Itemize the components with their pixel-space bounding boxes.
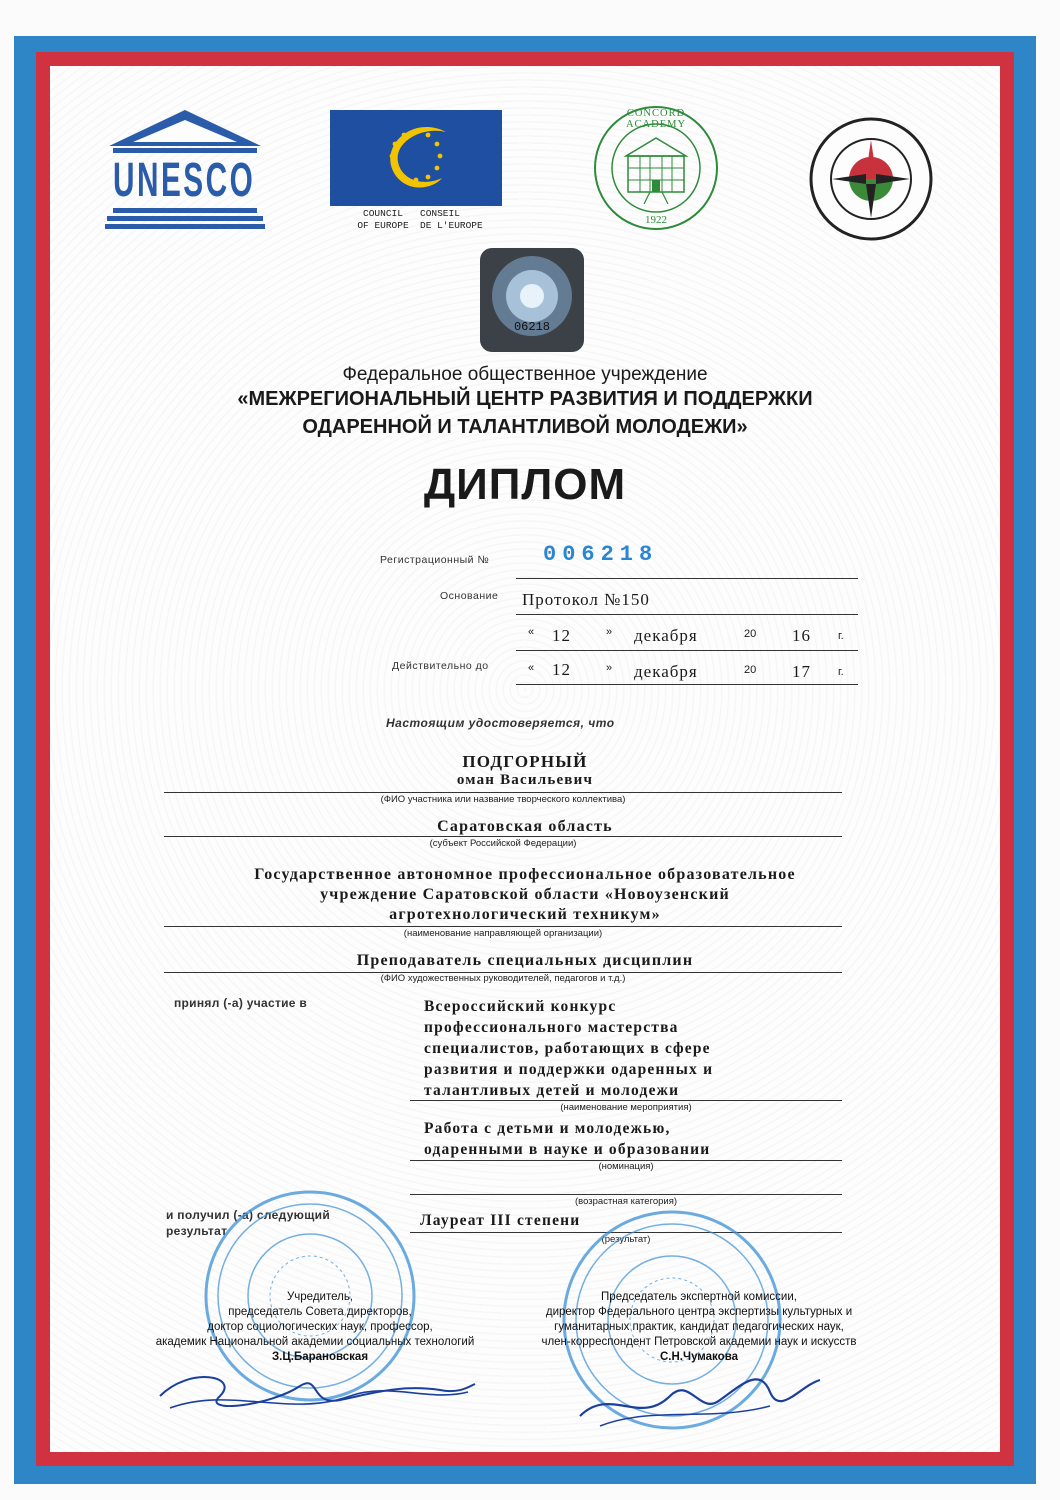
unesco-text: UNESCO [113, 154, 256, 207]
nomination-line-1: Работа с детьми и молодежью, [424, 1120, 671, 1137]
org-line [164, 926, 842, 927]
teacher-value: Преподаватель специальных дисциплин [356, 952, 694, 969]
valid-g: г. [838, 666, 844, 678]
concord-academy-seal [592, 104, 720, 232]
participant-surname: ПОДГОРНЫЙ [462, 752, 588, 771]
valid-month: декабря [634, 662, 698, 681]
right-sig-line-1: Председатель экспертной комиссии, [601, 1291, 797, 1303]
nomination-line-2: одаренными в науке и образовании [424, 1141, 711, 1158]
hologram-sticker [480, 248, 584, 352]
header-org-name-1: «МЕЖРЕГИОНАЛЬНЫЙ ЦЕНТР РАЗВИТИЯ И ПОДДЕРЖКИ [237, 388, 813, 410]
region-caption: (субъект Российской Федерации) [429, 838, 577, 849]
name-caption: (ФИО участника или название творческого коллектива) [380, 794, 626, 805]
participated-label: принял (-а) участие в [174, 996, 308, 1010]
council-text-left: COUNCIL OF EUROPE [357, 208, 409, 231]
right-sig-line-3: гуманитарных практик, кандидат педагогических наук, [554, 1321, 844, 1333]
compass-globe-icon [808, 116, 934, 242]
basis-line [516, 614, 858, 615]
right-sig-line-2: директор Федерального центра экспертизы культурных и [545, 1306, 853, 1318]
diploma-paper [50, 66, 1000, 1452]
nomination-caption: (номинация) [598, 1161, 654, 1172]
age-caption: (возрастная категория) [574, 1196, 678, 1207]
council-text-right: CONSEIL DE L'EUROPE [420, 208, 483, 231]
valid-day: 12 [552, 660, 571, 679]
concord-year: 1922 [645, 214, 667, 226]
valid-year: 17 [792, 662, 811, 681]
event-line-3: специалистов, работающих в сфере [424, 1040, 711, 1057]
sozidai-seal [808, 116, 934, 242]
date-quote-open: « [528, 626, 535, 638]
council-flag-icon [330, 110, 502, 206]
event-line [410, 1100, 842, 1101]
certify-text: Настоящим удостоверяется, что [386, 716, 615, 730]
right-sig-line-4: член-корреспондент Петровской академии наук и искусств [541, 1336, 857, 1348]
valid-quote-close: » [606, 662, 613, 674]
left-sig-name: З.Ц.Барановская [271, 1351, 369, 1363]
basis-value: Протокол №150 [522, 590, 650, 609]
valid-quote-open: « [528, 662, 535, 674]
left-sig-line-4: академик Национальной академии социальных технологий [155, 1336, 475, 1348]
date-year: 16 [792, 626, 811, 645]
date-month: декабря [634, 626, 698, 645]
left-signatory-block [155, 1290, 480, 1365]
teacher-caption: (ФИО художественных руководителей, педагогов и т.д.) [380, 973, 626, 984]
valid-line [516, 684, 858, 685]
age-line [410, 1194, 842, 1195]
name-line [164, 792, 842, 793]
concord-text: CONCORD ACADEMY [625, 108, 687, 130]
event-line-5: талантливых детей и молодежи [424, 1082, 680, 1099]
region-value: Саратовская область [437, 818, 613, 835]
left-sig-line-1: Учредитель, [286, 1291, 354, 1303]
registration-line [516, 578, 858, 579]
result-caption: (результат) [601, 1234, 651, 1245]
sozidai-text [808, 170, 934, 177]
registration-number: 006218 [543, 542, 659, 567]
left-sig-line-3: доктор социологических наук, профессор, [207, 1321, 433, 1333]
org-line-2: учреждение Саратовской области «Новоузенский [320, 886, 730, 903]
result-label-1: и получил (-а) следующий [166, 1208, 331, 1222]
date-line [516, 650, 858, 651]
org-line-1: Государственное автономное профессиональное образовательное [254, 866, 796, 883]
org-line-3: агротехнологический техникум» [389, 906, 661, 923]
event-line-4: развития и поддержки одаренных и [424, 1061, 714, 1078]
date-quote-close: » [606, 626, 613, 638]
page-title: ДИПЛОМ [423, 460, 627, 509]
date-year-prefix: 20 [744, 628, 757, 640]
basis-label: Основание [440, 590, 499, 602]
result-value: Лауреат III степени [420, 1212, 581, 1229]
date-g: г. [838, 630, 844, 642]
region-line [164, 836, 842, 837]
event-line-2: профессионального мастерства [424, 1019, 679, 1036]
right-signatory-block [524, 1290, 874, 1365]
right-signature-icon [570, 1356, 830, 1436]
left-sig-line-2: председатель Совета директоров, [228, 1306, 412, 1318]
org-caption: (наименование направляющей организации) [403, 928, 603, 939]
header-org-name-2: ОДАРЕННОЙ И ТАЛАНТЛИВОЙ МОЛОДЕЖИ» [302, 416, 748, 438]
event-line-1: Всероссийский конкурс [424, 998, 617, 1015]
header-org-type: Федеральное общественное учреждение [342, 364, 708, 385]
registration-label: Регистрационный № [380, 554, 490, 566]
valid-label: Действительно до [392, 660, 489, 672]
event-caption: (наименование мероприятия) [560, 1102, 692, 1113]
double-eagle-icon [480, 248, 584, 352]
council-of-europe-logo [330, 110, 502, 240]
right-sig-name: С.Н.Чумакова [659, 1351, 739, 1363]
hologram-code: 06218 [513, 320, 550, 334]
left-signature-icon [150, 1356, 480, 1426]
participant-name: оман Васильевич [456, 772, 594, 788]
date-day: 12 [552, 626, 571, 645]
result-label-2: результат [166, 1224, 228, 1238]
valid-year-prefix: 20 [744, 664, 757, 676]
unesco-logo [105, 108, 265, 233]
